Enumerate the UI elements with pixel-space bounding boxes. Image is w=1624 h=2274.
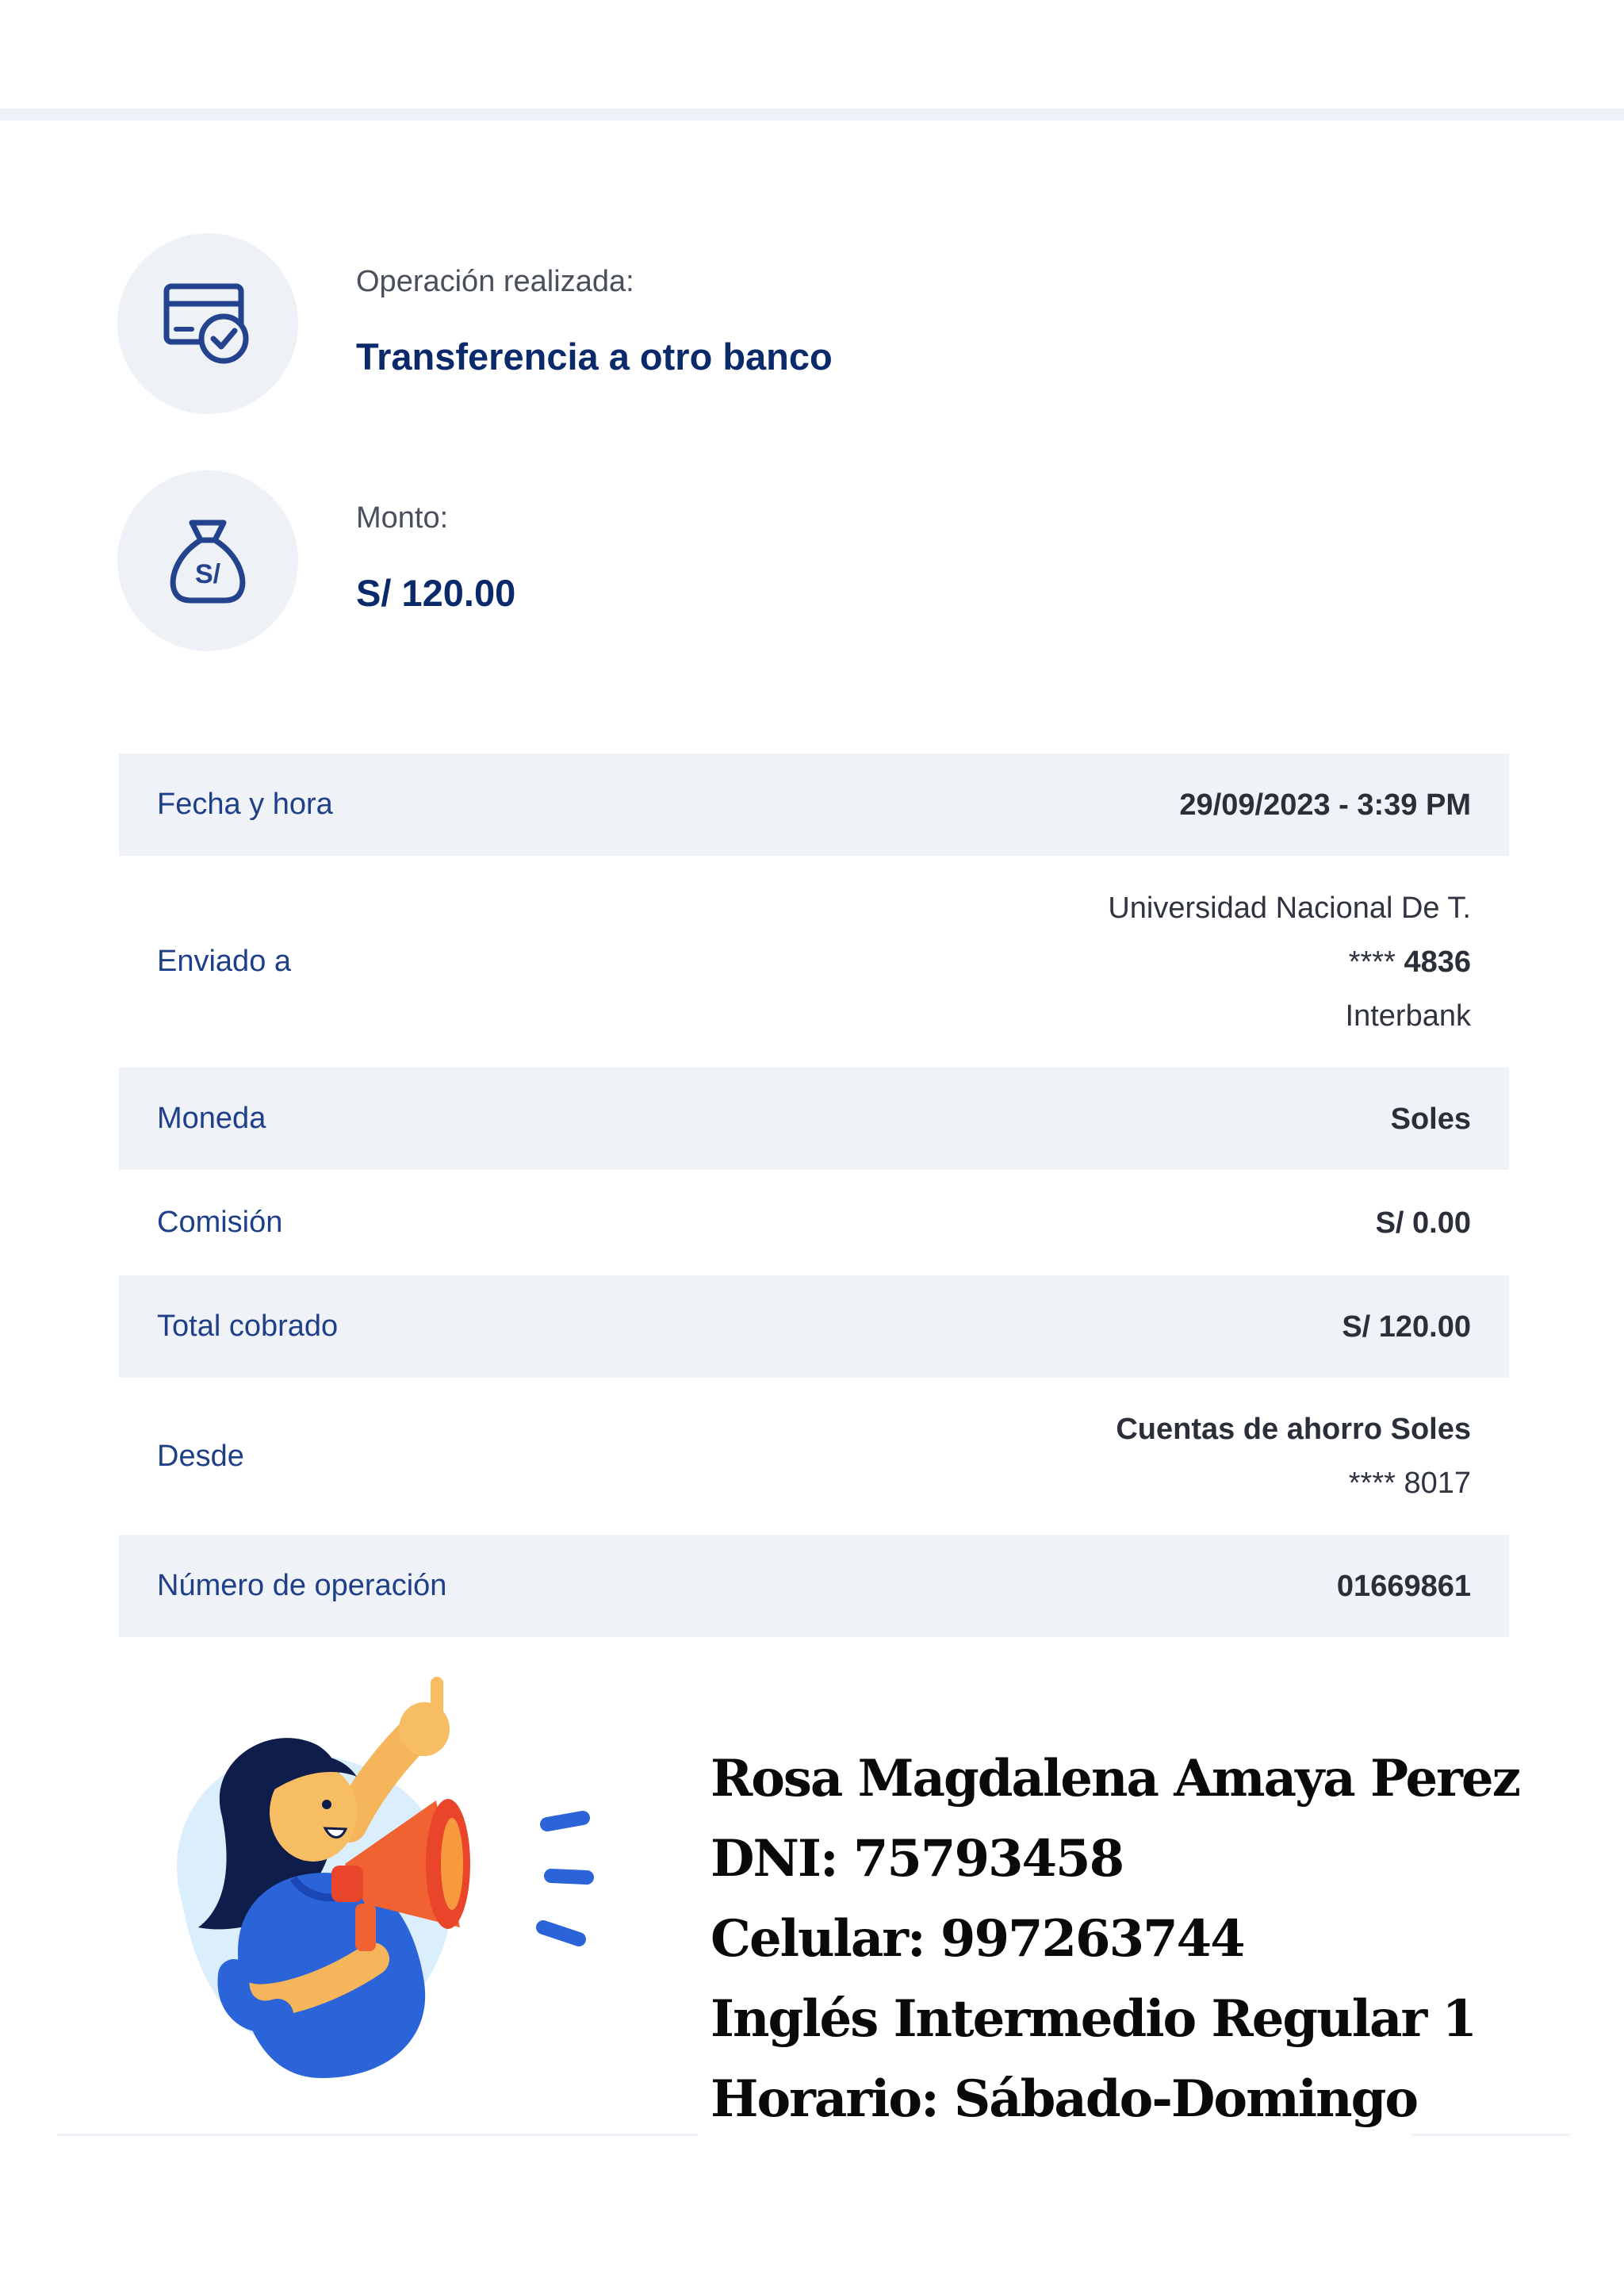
currency-label: Moneda — [157, 1102, 266, 1135]
operation-number-label: Número de operación — [157, 1569, 447, 1602]
detail-row-source — [119, 1378, 1509, 1535]
currency-value: Soles — [1390, 1102, 1471, 1136]
recipient-bank: Interbank — [1345, 999, 1471, 1033]
source-account-number: **** 8017 — [1348, 1467, 1471, 1500]
total-value: S/ 120.00 — [1342, 1310, 1471, 1344]
student-course: Inglés Intermedio Regular 1 — [710, 1989, 1476, 2049]
source-account-type: Cuentas de ahorro Soles — [1116, 1413, 1471, 1446]
student-phone: Celular: 997263744 — [710, 1909, 1244, 1969]
detail-row-operation-number — [119, 1535, 1509, 1637]
student-schedule: Horario: Sábado-Domingo — [710, 2069, 1418, 2129]
source-label: Desde — [157, 1439, 244, 1473]
fee-value: S/ 0.00 — [1375, 1206, 1471, 1240]
total-label: Total cobrado — [157, 1310, 339, 1343]
amount-value: S/ 120.00 — [356, 572, 516, 614]
money-bag-icon — [164, 513, 251, 608]
source-value — [1116, 1402, 1471, 1510]
student-info-note — [710, 1739, 1519, 2139]
recipient-name: Universidad Nacional De T. — [1108, 891, 1471, 925]
footer-divider-left — [57, 2134, 698, 2136]
megaphone-woman-illustration — [151, 1666, 611, 2094]
date-label: Fecha y hora — [157, 788, 333, 821]
student-dni: DNI: 75793458 — [710, 1829, 1124, 1889]
operation-label: Operación realizada: — [356, 265, 634, 298]
operation-icon-badge — [117, 233, 298, 414]
detail-row-fee — [119, 1170, 1509, 1275]
recipient-value — [1108, 881, 1471, 1043]
student-name: Rosa Magdalena Amaya Perez — [710, 1749, 1519, 1808]
card-check-icon — [160, 280, 255, 367]
detail-row-recipient — [119, 856, 1509, 1068]
recipient-account-last: 4836 — [1404, 945, 1471, 979]
detail-row-date — [119, 754, 1509, 856]
money-bag-icon-text: S/ — [194, 559, 221, 589]
header-divider — [0, 109, 1624, 121]
amount-icon-badge — [117, 470, 298, 651]
recipient-label: Enviado a — [157, 945, 292, 978]
fee-label: Comisión — [157, 1206, 283, 1239]
footer-divider-right — [1411, 2134, 1570, 2136]
recipient-account — [1108, 935, 1471, 989]
detail-row-currency — [119, 1068, 1509, 1170]
amount-label: Monto: — [356, 501, 449, 535]
detail-row-total — [119, 1275, 1509, 1378]
operation-value: Transferencia a otro banco — [356, 336, 833, 378]
operation-number-value: 01669861 — [1336, 1569, 1471, 1603]
transaction-details — [119, 754, 1509, 1637]
recipient-account-mask: **** — [1348, 945, 1396, 979]
date-value: 29/09/2023 - 3:39 PM — [1179, 788, 1471, 822]
